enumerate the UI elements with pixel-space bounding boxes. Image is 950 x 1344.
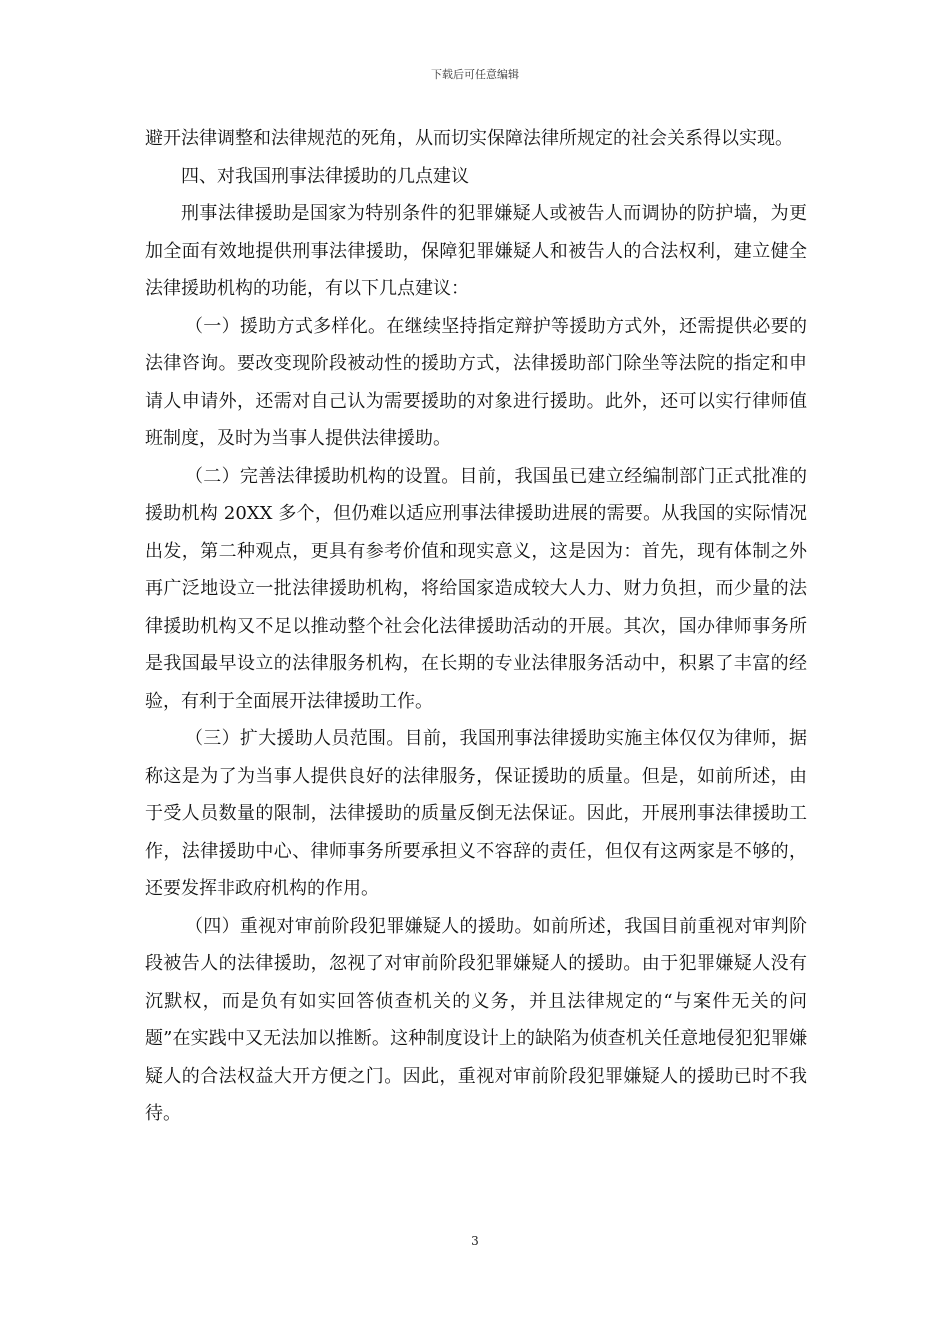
paragraph-continuation: 避开法律调整和法律规范的死角，从而切实保障法律所规定的社会关系得以实现。 xyxy=(145,128,793,149)
section-heading: 四、对我国刑事法律援助的几点建议 xyxy=(181,165,469,187)
page-number: 3 xyxy=(471,1234,479,1248)
paragraph-item-2: （二）完善法律援助机构的设置。目前，我国虽已建立经编制部门正式批准的援助机构 20XX 多个，但仍难以适应刑事法律援助进展的需要。从我国的实际情况出发，第二种观点，更具有参考价值和现实意义，这是因为：首先，现有体制之外再广泛地设立一批法律援助机构，将给国家造成较大人力、财力负担，而少量的法律援助机构又不足以推动整个社会化法律援助活动的开展。其次，国办律师事务所是我国最早设立的法律服务机构，在长期的专业法律服务活动中，积累了丰富的经验，有利于全面展开法律援助工作。 xyxy=(145,465,807,712)
paragraph-item-1: （一）援助方式多样化。在继续坚持指定辩护等援助方式外，还需提供必要的法律咨询。要改变现阶段被动性的援助方式，法律援助部门除坐等法院的指定和申请人申请外，还需对自己认为需要援助的对象进行援助。此外，还可以实行律师值班制度，及时为当事人提供法律援助。 xyxy=(145,315,807,449)
document-body xyxy=(145,120,807,1133)
page-header: 下载后可任意编辑 xyxy=(431,68,519,81)
paragraph-item-3: （三）扩大援助人员范围。目前，我国刑事法律援助实施主体仅仅为律师，据称这是为了为当事人提供良好的法律服务，保证援助的质量。但是，如前所述，由于受人员数量的限制，法律援助的质量反倒无法保证。因此，开展刑事法律援助工作，法律援助中心、律师事务所要承担义不容辞的责任，但仅有这两家是不够的，还要发挥非政府机构的作用。 xyxy=(145,728,807,899)
paragraph-intro: 刑事法律援助是国家为特别条件的犯罪嫌疑人或被告人而调协的防护墙，为更加全面有效地提供刑事法律援助，保障犯罪嫌疑人和被告人的合法权利，建立健全法律援助机构的功能，有以下几点建议： xyxy=(145,203,807,299)
paragraph-item-4: （四）重视对审前阶段犯罪嫌疑人的援助。如前所述，我国目前重视对审判阶段被告人的法律援助，忽视了对审前阶段犯罪嫌疑人的援助。由于犯罪嫌疑人没有沉默权，而是负有如实回答侦查机关的义务，并且法律规定的“与案件无关的问题”在实践中又无法加以推断。这种制度设计上的缺陷为侦查机关任意地侵犯犯罪嫌疑人的合法权益大开方便之门。因此，重视对审前阶段犯罪嫌疑人的援助已时不我待。 xyxy=(145,915,807,1124)
